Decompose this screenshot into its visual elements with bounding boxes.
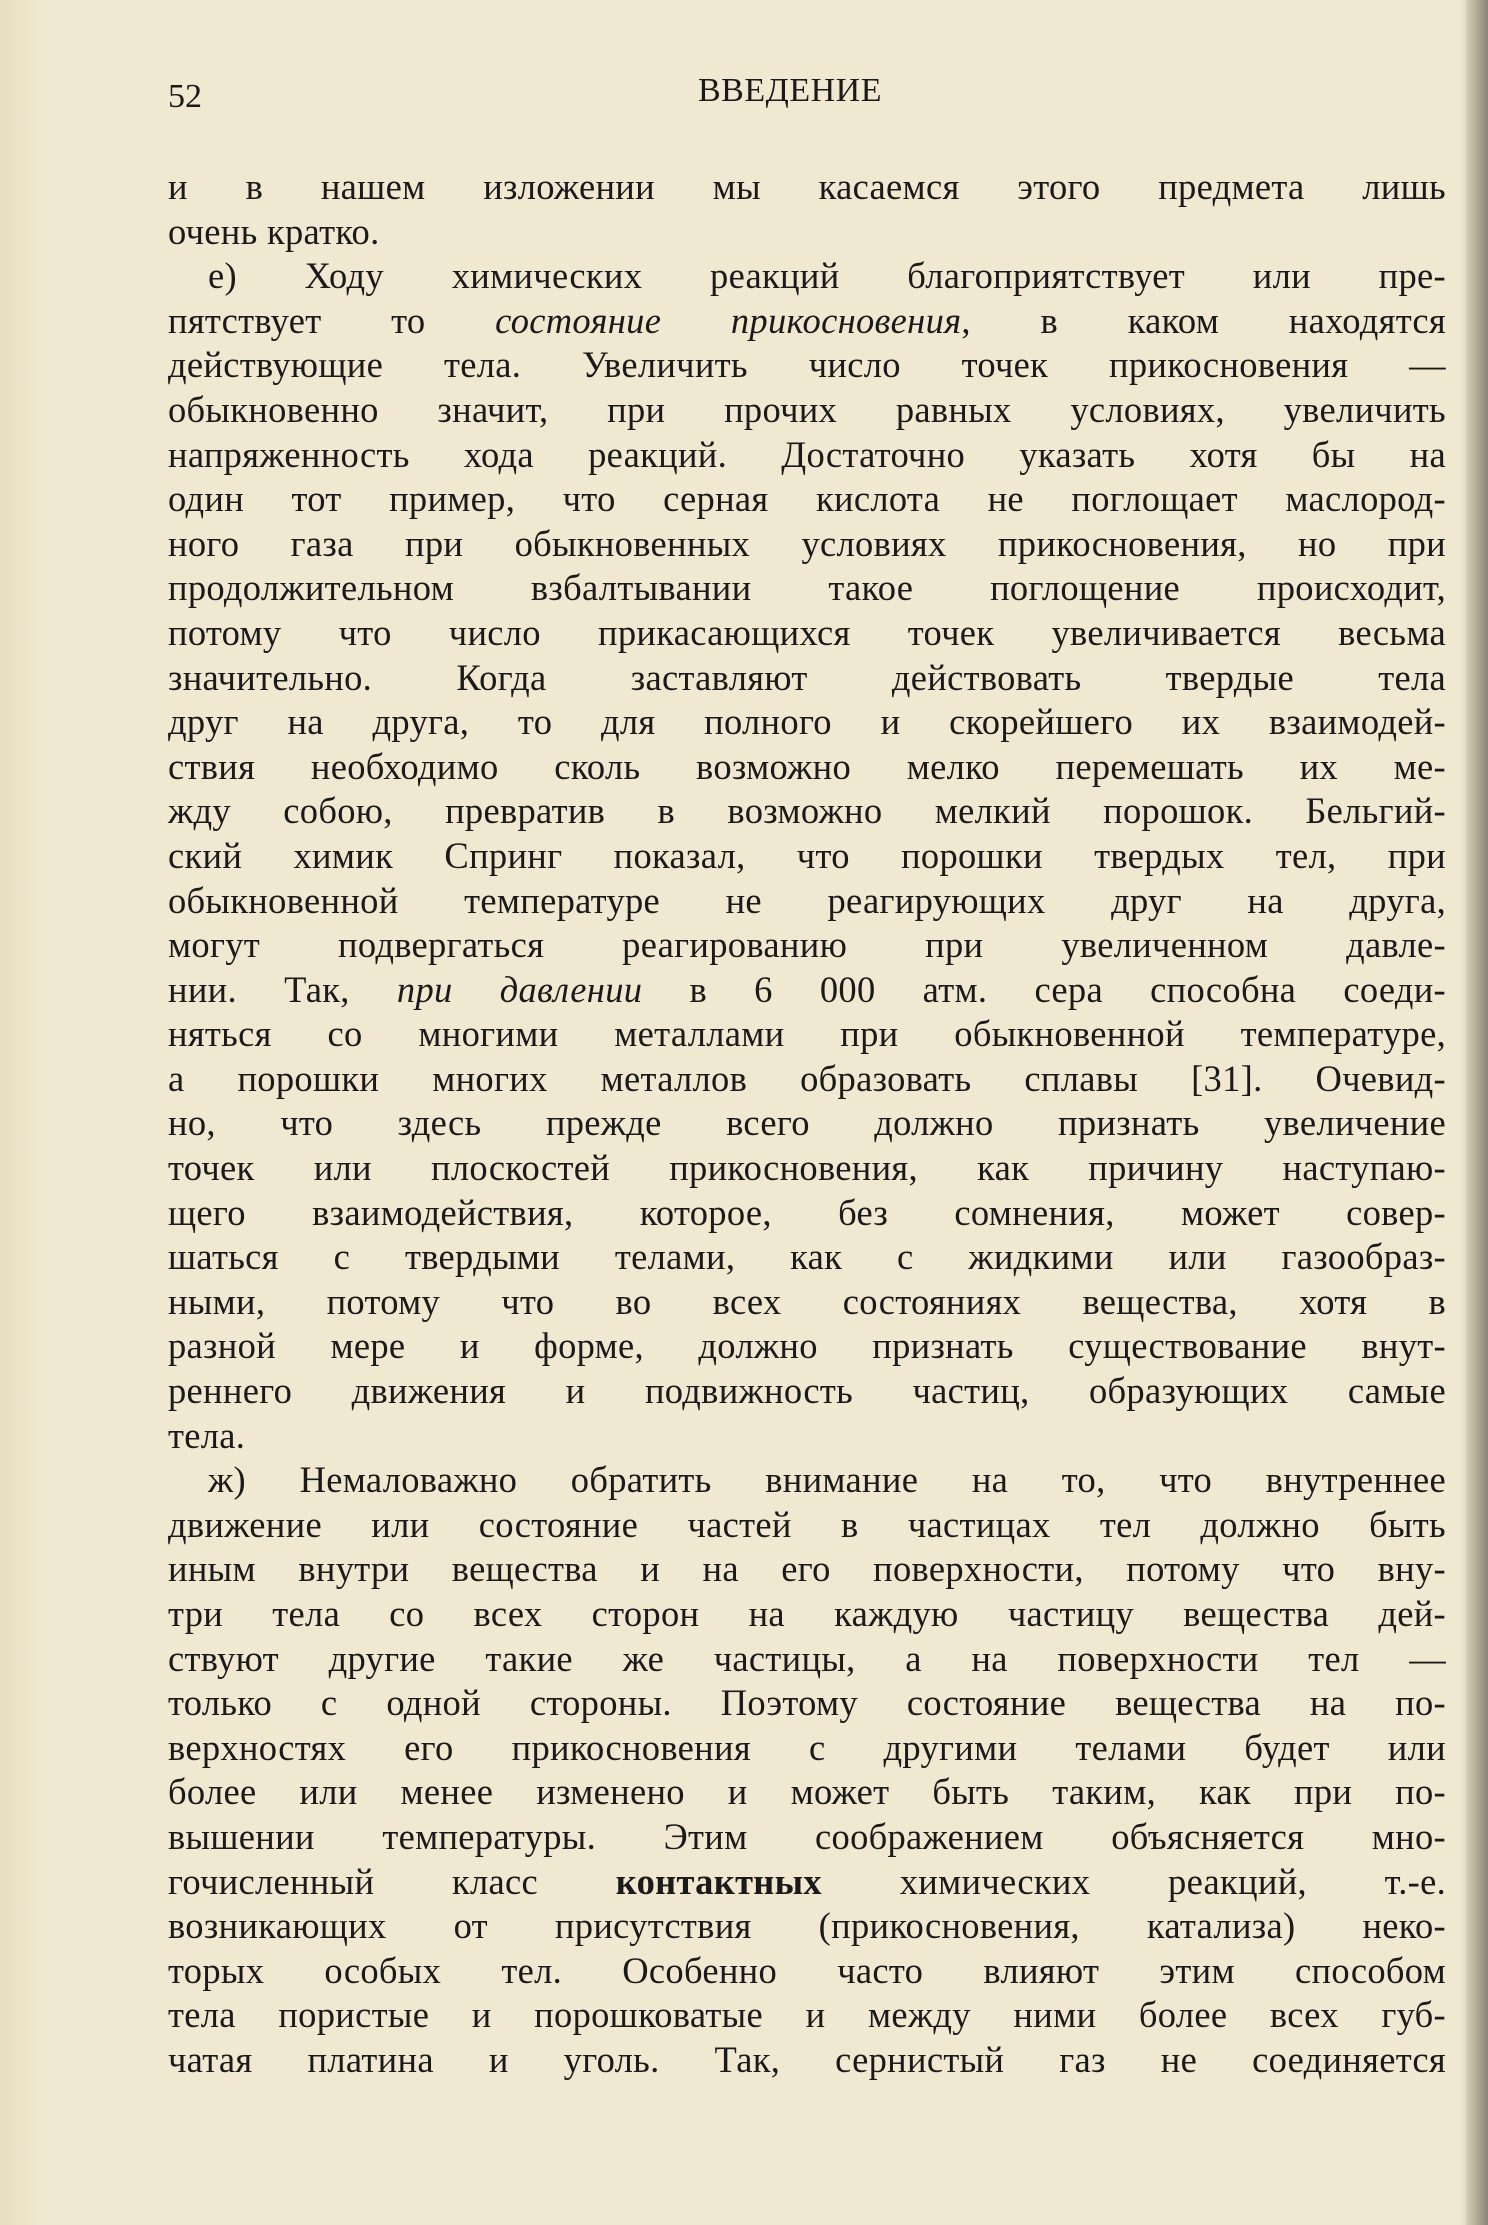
- text-line: разной мере и форме, должно признать существование внут-: [168, 1325, 1446, 1367]
- italic-term: при давлении: [396, 968, 643, 1010]
- text-line: но, что здесь прежде всего должно признать увеличение: [168, 1102, 1446, 1144]
- italic-term: состояние прикосновения: [495, 299, 962, 341]
- text-line: движение или состояние частей в частицах тел должно быть: [168, 1503, 1446, 1545]
- text-run: химических реакций, т.-е.: [821, 1860, 1446, 1902]
- text-line: жду собою, превратив в возможно мелкий порошок. Бельгий-: [168, 790, 1446, 832]
- text-line: три тела со всех сторон на каждую частицу вещества дей-: [168, 1593, 1446, 1634]
- text-line: ствия необходимо сколь возможно мелко перемешать их ме-: [168, 745, 1446, 787]
- text-line: шаться с твердыми телами, как с жидкими или газообраз-: [168, 1236, 1446, 1278]
- text-line: чатая платина и уголь. Так, сернистый газ не соединяется: [168, 2038, 1446, 2080]
- text-line: друг на друга, то для полного и скорейшего их взаимодей-: [168, 701, 1446, 743]
- text-line: щего взаимодействия, которое, без сомнения, может совер-: [168, 1191, 1446, 1233]
- text-line: обыкновенной температуре не реагирующих друг на друга,: [168, 879, 1446, 921]
- text-line: напряженность хода реакций. Достаточно указать хотя бы на: [168, 433, 1446, 475]
- text-run: гочисленный класс: [168, 1860, 616, 1902]
- text-line: е) Ходу химических реакций благоприятствует или пре-: [208, 255, 1446, 297]
- text-line: верхностях его прикосновения с другими телами будет или: [168, 1726, 1446, 1768]
- text-line: [168, 1860, 1446, 1905]
- page-header: [168, 72, 1448, 124]
- text-line: ными, потому что во всех состояниях вещества, хотя в: [168, 1280, 1446, 1322]
- text-line: ж) Немаловажно обратить внимание на то, что внутреннее: [208, 1459, 1446, 1501]
- text-line: значительно. Когда заставляют действовать твердые тела: [168, 656, 1446, 698]
- text-line: действующие тела. Увеличить число точек прикосновения —: [168, 344, 1446, 386]
- text-run: нии. Так,: [168, 968, 397, 1010]
- text-line: [168, 968, 1446, 1013]
- text-line: более или менее изменено и может быть таким, как при по-: [168, 1771, 1446, 1813]
- text-line: ного газа при обыкновенных условиях прикосновения, но при: [168, 522, 1446, 564]
- text-line: очень кратко.: [168, 210, 380, 252]
- text-line: продолжительном взбалтывании такое поглощение происходит,: [168, 567, 1446, 609]
- text-line: и в нашем изложении мы касаемся этого предмета лишь: [168, 166, 1446, 207]
- text-line: один тот пример, что серная кислота не поглощает маслород-: [168, 478, 1446, 520]
- text-line: ский химик Спринг показал, что порошки твердых тел, при: [168, 834, 1446, 876]
- text-line: вышении температуры. Этим соображением объясняется мно-: [168, 1815, 1446, 1857]
- text-line: торых особых тел. Особенно часто влияют этим способом: [168, 1949, 1446, 1991]
- page-edge-shadow: [1466, 0, 1488, 2225]
- text-line: потому что число прикасающихся точек увеличивается весьма: [168, 611, 1446, 653]
- text-run: , в каком находятся: [961, 299, 1447, 341]
- text-line: иным внутри вещества и на его поверхности, потому что вну-: [168, 1548, 1446, 1590]
- bold-term: контактных: [615, 1860, 822, 1902]
- text-line: [168, 299, 1446, 344]
- text-line: реннего движения и подвижность частиц, образующих самые: [168, 1370, 1446, 1412]
- text-line: тела пористые и порошковатые и между ними более всех губ-: [168, 1994, 1446, 2036]
- text-line: точек или плоскостей прикосновения, как причину наступаю-: [168, 1147, 1446, 1189]
- page-number: 52: [168, 78, 202, 115]
- text-line: няться со многими металлами при обыкновенной температуре,: [168, 1013, 1446, 1055]
- text-line: могут подвергаться реагированию при увеличенном давле-: [168, 924, 1446, 966]
- text-line: а порошки многих металлов образовать сплавы [31]. Очевид-: [168, 1057, 1446, 1099]
- body-text: [168, 165, 1446, 2083]
- running-head: ВВЕДЕНИЕ: [698, 72, 882, 109]
- text-line: возникающих от присутствия (прикосновения, катализа) неко-: [168, 1905, 1446, 1947]
- text-run: пятствует то: [168, 299, 496, 341]
- text-run: в 6 000 атм. сера способна соеди-: [642, 968, 1446, 1010]
- text-line: ствуют другие такие же частицы, а на поверхности тел —: [168, 1637, 1446, 1679]
- text-line: только с одной стороны. Поэтому состояние вещества на по-: [168, 1682, 1446, 1724]
- text-line: обыкновенно значит, при прочих равных условиях, увеличить: [168, 388, 1446, 430]
- text-line: тела.: [168, 1414, 246, 1456]
